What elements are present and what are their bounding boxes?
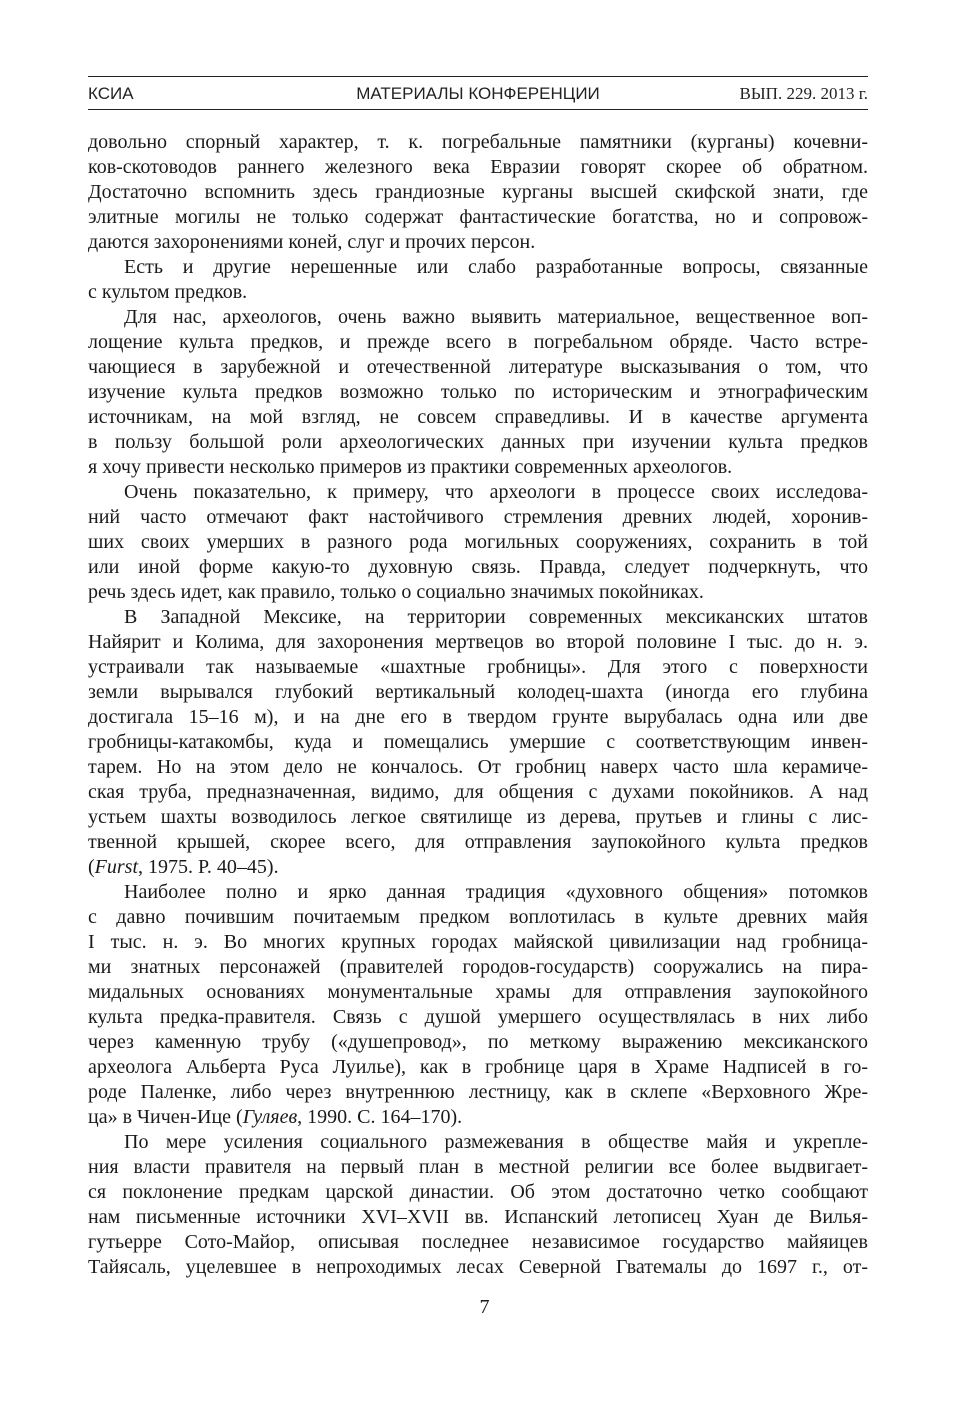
text-line: (Furst, 1975. P. 40–45). [88, 856, 279, 878]
text-line: речь здесь идет, как правило, только о социально значимых покойниках. [88, 581, 704, 603]
text-line: твенной крышей, скорее всего, для отправления заупокойного культа предков [88, 831, 868, 853]
header-issue-info: ВЫП. 229. 2013 г. [739, 84, 868, 103]
text-line: Достаточно вспомнить здесь грандиозные курганы высшей скифской знати, где [88, 181, 868, 203]
running-header [88, 76, 868, 110]
text-line: элитные могилы не только содержат фантастические богатства, но и сопровож- [88, 206, 868, 228]
citation-author: Furst [94, 856, 139, 878]
text-line: через каменную трубу («душепровод», по меткому выражению мексиканского [88, 1031, 868, 1053]
text-line: культа предка-правителя. Связь с душой умершего осуществлялась в них либо [88, 1006, 868, 1028]
text-line: тарем. Но на этом дело не кончалось. От гробниц наверх часто шла керамиче- [88, 756, 868, 778]
text-line: Очень показательно, к примеру, что археологи в процессе своих исследова- [124, 481, 868, 503]
text-line: ми знатных персонажей (правителей городов-государств) сооружались на пира- [88, 956, 868, 978]
text-line: Для нас, археологов, очень важно выявить материальное, вещественное воп- [124, 306, 868, 328]
text-line: гутьерре Сото-Майор, описывая последнее независимое государство майяицев [88, 1231, 868, 1253]
text-line: В Западной Мексике, на территории современных мексиканских штатов [124, 606, 868, 628]
text-line: ся поклонение предкам царской династии. Об этом достаточно четко сообщают [88, 1181, 868, 1203]
text-line: достигала 15–16 м), и на дне его в твердом грунте вырубалась одна или две [88, 706, 868, 728]
text-line: ния власти правителя на первый план в местной религии все более выдвигает- [88, 1156, 868, 1178]
text-line: чающиеся в зарубежной и отечественной литературе высказывания о том, что [88, 356, 868, 378]
text-line: земли вырывался глубокий вертикальный колодец-шахта (иногда его глубина [88, 681, 868, 703]
text-line: в пользу большой роли археологических данных при изучении культа предков [88, 431, 868, 453]
citation-author: Гуляев [242, 1106, 298, 1128]
text-line: ков-скотоводов раннего железного века Евразии говорят скорее об обратном. [88, 156, 868, 178]
text-line: лощение культа предков, и прежде всего в погребальном обряде. Часто встре- [88, 331, 868, 353]
text-line: с давно почившим почитаемым предком воплотилась в культе древних майя [88, 906, 868, 928]
text-line: мидальных основаниях монументальные храмы для отправления заупокойного [88, 981, 868, 1003]
text-line: источникам, на мой взгляд, не совсем справедливы. И в качестве аргумента [88, 406, 868, 428]
text-line: Есть и другие нерешенные или слабо разработанные вопросы, связанные [124, 256, 868, 278]
text-line: ших своих умерших в разного рода могильных сооружениях, сохранить в той [88, 531, 868, 553]
article-body [88, 130, 868, 1280]
header-journal-abbrev: КСИА [88, 84, 134, 103]
text-line: I тыс. н. э. Во многих крупных городах майяской цивилизации над гробница- [88, 931, 868, 953]
text-line: Наиболее полно и ярко данная традиция «духовного общения» потомков [124, 881, 868, 903]
text-line: Тайясаль, уцелевшее в непроходимых лесах Северной Гватемалы до 1697 г., от- [88, 1256, 868, 1278]
text-line: я хочу привести несколько примеров из практики современных археологов. [88, 456, 733, 478]
text-line: ний часто отмечают факт настойчивого стремления древних людей, хоронив- [88, 506, 868, 528]
text-line: Найярит и Колима, для захоронения мертвецов во второй половине I тыс. до н. э. [88, 631, 868, 653]
text-line: ская труба, предназначенная, видимо, для общения с духами покойников. А над [88, 781, 868, 803]
text-line: устраивали так называемые «шахтные гробницы». Для этого с поверхности [88, 656, 868, 678]
text-line: устьем шахты возводилось легкое святилище из дерева, прутьев и глины с лис- [88, 806, 868, 828]
text-line: роде Паленке, либо через внутреннюю лестницу, как в склепе «Верховного Жре- [88, 1081, 868, 1103]
text-line: или иной форме какую-то духовную связь. Правда, следует подчеркнуть, что [88, 556, 868, 578]
page-number: 7 [479, 1296, 490, 1318]
text-line: археолога Альберта Руса Луилье), как в гробнице царя в Храме Надписей в го- [88, 1056, 868, 1078]
text-line: нам письменные источники XVI–XVII вв. Испанский летописец Хуан де Вилья- [88, 1206, 868, 1228]
text-line: даются захоронениями коней, слуг и прочих персон. [88, 231, 536, 253]
text-line: довольно спорный характер, т. к. погребальные памятники (курганы) кочевни- [88, 131, 868, 153]
header-section-title: МАТЕРИАЛЫ КОНФЕРЕНЦИИ [356, 84, 600, 103]
text-line: изучение культа предков возможно только по историческим и этнографическим [88, 381, 868, 403]
text-line: ца» в Чичен-Ице (Гуляев, 1990. С. 164–170). [88, 1106, 463, 1128]
text-line: с культом предков. [88, 281, 248, 303]
text-line: гробницы-катакомбы, куда и помещались умершие с соответствующим инвен- [88, 731, 868, 753]
text-line: По мере усиления социального размежевания в обществе майя и укрепле- [124, 1131, 868, 1153]
